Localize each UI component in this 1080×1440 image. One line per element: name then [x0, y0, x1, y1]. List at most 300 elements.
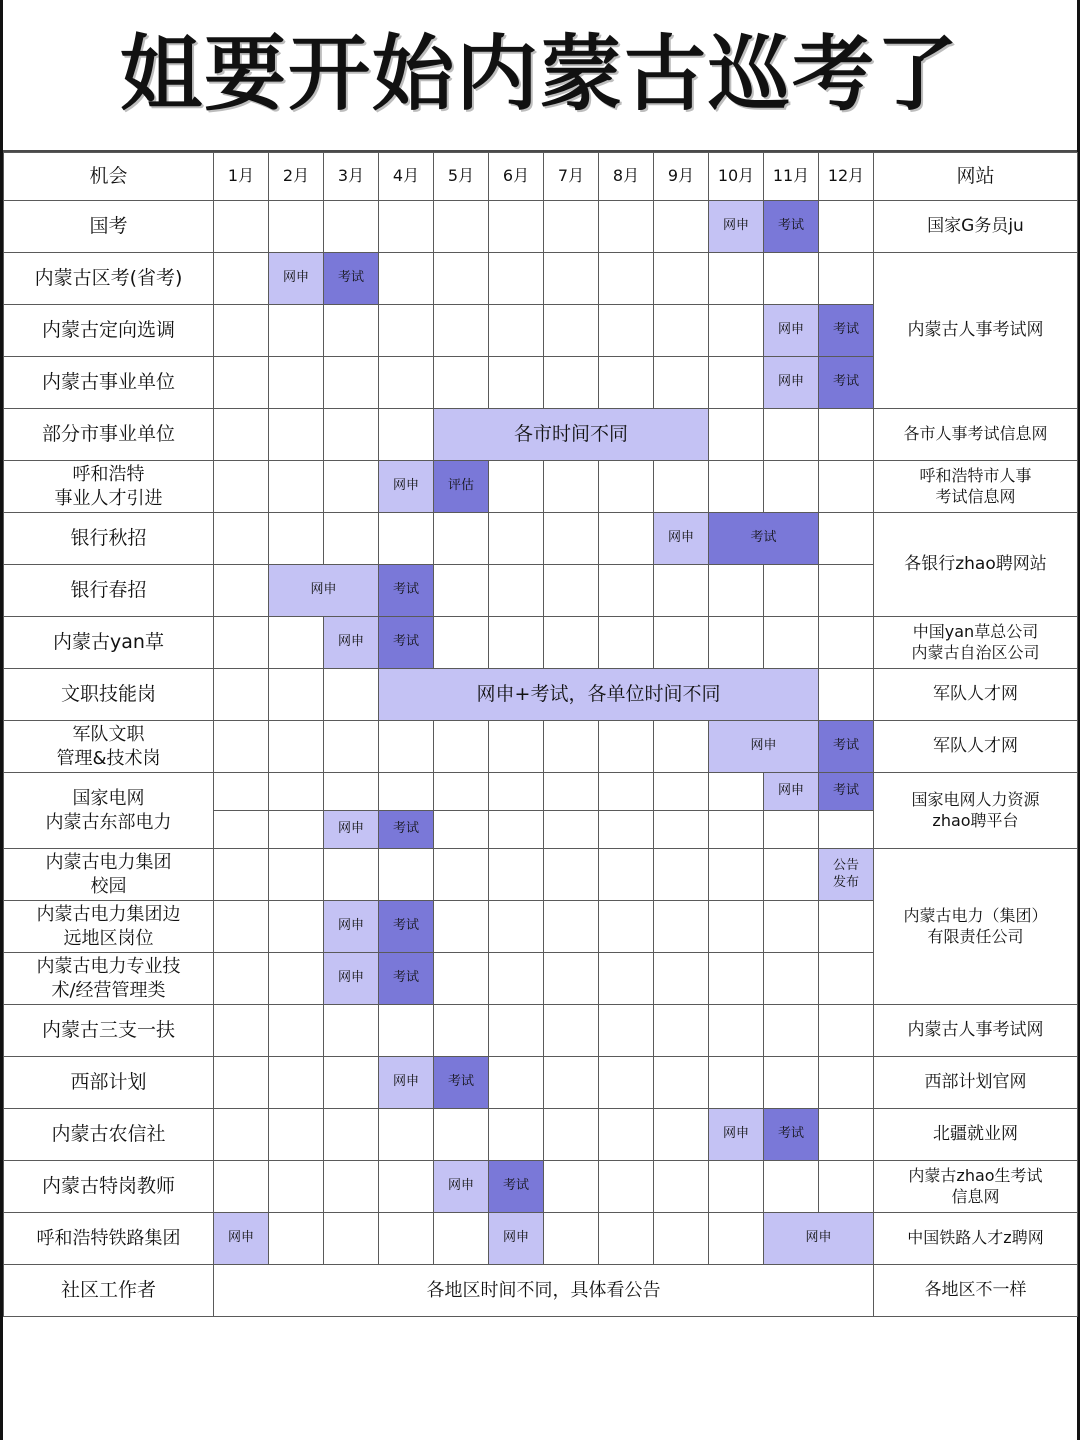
- cell-sanzhi-m3: [324, 1005, 379, 1057]
- cell-railway-m6-apply: 网申: [489, 1213, 544, 1265]
- cell-power-tech-m4-exam: 考试: [379, 953, 434, 1005]
- cell-shiye-m4: [379, 357, 434, 409]
- table-row-west-plan: [4, 1057, 1078, 1109]
- cell-sgcc-lo-m3-apply: 网申: [324, 811, 379, 849]
- row-label-power-tech: [4, 953, 214, 1005]
- cell-junwen-m8: [599, 721, 654, 773]
- cell-qukao-m4: [379, 253, 434, 305]
- cell-community-note: 各地区时间不同，具体看公告: [214, 1265, 874, 1317]
- cell-power-tech-m9: [654, 953, 709, 1005]
- cell-hhht-talent-m8: [599, 461, 654, 513]
- cell-shiye-m10: [709, 357, 764, 409]
- cell-qukao-m1: [214, 253, 269, 305]
- cell-bank-autumn-m3: [324, 513, 379, 565]
- cell-junwen-m3: [324, 721, 379, 773]
- site-community: 各地区不一样: [874, 1265, 1078, 1317]
- cell-guokao-m1: [214, 201, 269, 253]
- cell-junwen-m1: [214, 721, 269, 773]
- cell-tobacco-m4-exam: 考试: [379, 617, 434, 669]
- header-month-1: 1月: [214, 153, 269, 201]
- cell-city-shiye-m12: [819, 409, 874, 461]
- cell-hhht-talent-m4-apply: 网申: [379, 461, 434, 513]
- cell-sgcc-up-m4: [379, 773, 434, 811]
- site-railway: 中国铁路人才z聘网: [874, 1213, 1078, 1265]
- cell-shiye-m11-apply: 网申: [764, 357, 819, 409]
- site-west-plan: 西部计划官网: [874, 1057, 1078, 1109]
- row-label-power-tech-line1: 内蒙古电力专业技: [36, 956, 181, 978]
- row-label-west-plan: 西部计划: [4, 1057, 214, 1109]
- cell-bank-autumn-m4: [379, 513, 434, 565]
- cell-power-remote-m12: [819, 901, 874, 953]
- cell-power-campus-m11: [764, 849, 819, 901]
- cell-sanzhi-m8: [599, 1005, 654, 1057]
- table-row-community: [4, 1265, 1078, 1317]
- cell-qukao-m2-apply: 网申: [269, 253, 324, 305]
- cell-tobacco-m8: [599, 617, 654, 669]
- row-label-community: 社区工作者: [4, 1265, 214, 1317]
- cell-nongxin-m8: [599, 1109, 654, 1161]
- row-label-tobacco: 内蒙古yan草: [4, 617, 214, 669]
- cell-shiye-m2: [269, 357, 324, 409]
- cell-tobacco-m5: [434, 617, 489, 669]
- cell-wenzhi-note: 网申+考试，各单位时间不同: [379, 669, 819, 721]
- site-army: 军队人才网: [874, 669, 1078, 721]
- cell-power-remote-m3-apply: 网申: [324, 901, 379, 953]
- cell-junwen-m5: [434, 721, 489, 773]
- cell-railway-m4: [379, 1213, 434, 1265]
- cell-west-plan-m2: [269, 1057, 324, 1109]
- cell-sgcc-lo-m4-exam: 考试: [379, 811, 434, 849]
- cell-wenzhi-m1: [214, 669, 269, 721]
- table-row-city-shiye: [4, 409, 1078, 461]
- cell-sgcc-up-m2: [269, 773, 324, 811]
- cell-guokao-m2: [269, 201, 324, 253]
- row-label-sgcc-line2: 内蒙古东部电力: [45, 811, 172, 833]
- header-month-9: 9月: [654, 153, 709, 201]
- cell-power-remote-m11: [764, 901, 819, 953]
- cell-tobacco-m7: [544, 617, 599, 669]
- cell-power-remote-m7: [544, 901, 599, 953]
- cell-nongxin-m4: [379, 1109, 434, 1161]
- cell-bank-spring-m8: [599, 565, 654, 617]
- cell-junwen-m2: [269, 721, 324, 773]
- table-row-tobacco: [4, 617, 1078, 669]
- table-row-power-campus: [4, 849, 1078, 901]
- cell-sgcc-lo-m11: [764, 811, 819, 849]
- cell-power-tech-m3-apply: 网申: [324, 953, 379, 1005]
- cell-nongxin-m9: [654, 1109, 709, 1161]
- site-army-2: 军队人才网: [874, 721, 1078, 773]
- cell-west-plan-m10: [709, 1057, 764, 1109]
- cell-west-plan-m4-apply: 网申: [379, 1057, 434, 1109]
- row-label-hhht-talent: [4, 461, 214, 513]
- cell-nongxin-m5: [434, 1109, 489, 1161]
- header-month-5: 5月: [434, 153, 489, 201]
- cell-tobacco-m12: [819, 617, 874, 669]
- cell-city-shiye-m10: [709, 409, 764, 461]
- cell-junwen-m9: [654, 721, 709, 773]
- cell-west-plan-m3: [324, 1057, 379, 1109]
- cell-city-shiye-m4: [379, 409, 434, 461]
- cell-power-remote-m10: [709, 901, 764, 953]
- row-label-dingxiang: 内蒙古定向选调: [4, 305, 214, 357]
- cell-nongxin-m12: [819, 1109, 874, 1161]
- header-opportunity: 机会: [4, 153, 214, 201]
- cell-guokao-m4: [379, 201, 434, 253]
- cell-power-tech-m6: [489, 953, 544, 1005]
- cell-hhht-talent-m7: [544, 461, 599, 513]
- exam-schedule-table: [3, 152, 1078, 1317]
- cell-shiye-m8: [599, 357, 654, 409]
- cell-tegang-m1: [214, 1161, 269, 1213]
- cell-sanzhi-m9: [654, 1005, 709, 1057]
- cell-power-tech-m1: [214, 953, 269, 1005]
- cell-tobacco-m9: [654, 617, 709, 669]
- cell-sanzhi-m1: [214, 1005, 269, 1057]
- cell-bank-autumn-m7: [544, 513, 599, 565]
- site-guokao: 国家G务员ju: [874, 201, 1078, 253]
- cell-power-tech-m7: [544, 953, 599, 1005]
- cell-bank-autumn-m2: [269, 513, 324, 565]
- cell-city-shiye-m11: [764, 409, 819, 461]
- cell-power-remote-m6: [489, 901, 544, 953]
- cell-dingxiang-m6: [489, 305, 544, 357]
- row-label-hhht-talent-line1: 呼和浩特: [72, 464, 145, 486]
- cell-sanzhi-m12: [819, 1005, 874, 1057]
- row-label-railway: 呼和浩特铁路集团: [4, 1213, 214, 1265]
- row-label-shiye: 内蒙古事业单位: [4, 357, 214, 409]
- header-month-10: 10月: [709, 153, 764, 201]
- cell-hhht-talent-m3: [324, 461, 379, 513]
- cell-shiye-m1: [214, 357, 269, 409]
- site-bank: 各银行zhao聘网站: [874, 513, 1078, 617]
- cell-qukao-m6: [489, 253, 544, 305]
- cell-sgcc-up-m5: [434, 773, 489, 811]
- cell-bank-autumn-m10-11-exam: 考试: [709, 513, 819, 565]
- row-label-power-campus-line2: 校园: [90, 875, 127, 897]
- cell-bank-spring-m5: [434, 565, 489, 617]
- header-month-8: 8月: [599, 153, 654, 201]
- cell-power-tech-m2: [269, 953, 324, 1005]
- cell-power-remote-m8: [599, 901, 654, 953]
- cell-hhht-talent-m10: [709, 461, 764, 513]
- row-label-junwen: [4, 721, 214, 773]
- site-nmg-zs-line2: 信息网: [951, 1186, 1000, 1206]
- cell-tegang-m8: [599, 1161, 654, 1213]
- cell-bank-spring-m6: [489, 565, 544, 617]
- row-label-power-remote: [4, 901, 214, 953]
- cell-dingxiang-m7: [544, 305, 599, 357]
- cell-dingxiang-m11-apply: 网申: [764, 305, 819, 357]
- cell-guokao-m5: [434, 201, 489, 253]
- site-city-rsks: 各市人事考试信息网: [874, 409, 1078, 461]
- cell-dingxiang-m4: [379, 305, 434, 357]
- announce-line2: 发布: [832, 874, 859, 890]
- cell-sgcc-up-m10: [709, 773, 764, 811]
- cell-bank-autumn-m8: [599, 513, 654, 565]
- cell-guokao-m12: [819, 201, 874, 253]
- cell-sanzhi-m4: [379, 1005, 434, 1057]
- cell-sgcc-up-m9: [654, 773, 709, 811]
- table-row-sgcc-upper: [4, 773, 1078, 811]
- cell-west-plan-m9: [654, 1057, 709, 1109]
- row-label-sgcc-line1: 国家电网: [72, 788, 145, 810]
- row-label-power-tech-line2: 术/经营管理类: [51, 979, 166, 1001]
- cell-power-remote-m1: [214, 901, 269, 953]
- row-label-hhht-talent-line2: 事业人才引进: [54, 487, 163, 509]
- site-nmg-power-line2: 有限责任公司: [927, 926, 1024, 946]
- row-label-qukao: 内蒙古区考(省考): [4, 253, 214, 305]
- cell-sgcc-up-m8: [599, 773, 654, 811]
- cell-shiye-m5: [434, 357, 489, 409]
- site-nmg-zs-line1: 内蒙古zhao生考试: [908, 1166, 1043, 1186]
- cell-nongxin-m1: [214, 1109, 269, 1161]
- cell-wenzhi-m12: [819, 669, 874, 721]
- cell-tobacco-m6: [489, 617, 544, 669]
- cell-sgcc-up-m3: [324, 773, 379, 811]
- site-nmg-zs: [874, 1161, 1078, 1213]
- cell-sgcc-up-m7: [544, 773, 599, 811]
- cell-qukao-m5: [434, 253, 489, 305]
- cell-power-tech-m11: [764, 953, 819, 1005]
- header-month-3: 3月: [324, 153, 379, 201]
- cell-bank-spring-m4-exam: 考试: [379, 565, 434, 617]
- cell-hhht-talent-m2: [269, 461, 324, 513]
- table-row-qukao: [4, 253, 1078, 305]
- cell-shiye-m9: [654, 357, 709, 409]
- header-month-11: 11月: [764, 153, 819, 201]
- cell-qukao-m7: [544, 253, 599, 305]
- cell-railway-m7: [544, 1213, 599, 1265]
- cell-railway-m11-12-apply: 网申: [764, 1213, 874, 1265]
- cell-bank-autumn-m6: [489, 513, 544, 565]
- cell-sgcc-up-m1: [214, 773, 269, 811]
- cell-hhht-talent-m5-evaluate: 评估: [434, 461, 489, 513]
- cell-sgcc-lo-m5: [434, 811, 489, 849]
- cell-sgcc-lo-m2: [269, 811, 324, 849]
- cell-tegang-m11: [764, 1161, 819, 1213]
- cell-dingxiang-m2: [269, 305, 324, 357]
- cell-bank-autumn-m5: [434, 513, 489, 565]
- announce-line1: 公告: [832, 857, 859, 873]
- cell-shiye-m6: [489, 357, 544, 409]
- site-tobacco-line1: 中国yan草总公司: [912, 622, 1039, 642]
- cell-wenzhi-m2: [269, 669, 324, 721]
- cell-power-tech-m12: [819, 953, 874, 1005]
- cell-junwen-m7: [544, 721, 599, 773]
- row-label-nongxin: 内蒙古农信社: [4, 1109, 214, 1161]
- row-label-tegang: 内蒙古特岗教师: [4, 1161, 214, 1213]
- cell-junwen-m12-exam: 考试: [819, 721, 874, 773]
- cell-bank-spring-m9: [654, 565, 709, 617]
- cell-sanzhi-m7: [544, 1005, 599, 1057]
- cell-power-tech-m5: [434, 953, 489, 1005]
- cell-tegang-m7: [544, 1161, 599, 1213]
- row-label-sanzhi: 内蒙古三支一扶: [4, 1005, 214, 1057]
- cell-sgcc-lo-m9: [654, 811, 709, 849]
- row-label-guokao: 国考: [4, 201, 214, 253]
- cell-power-remote-m2: [269, 901, 324, 953]
- cell-junwen-m6: [489, 721, 544, 773]
- header-website: 网站: [874, 153, 1078, 201]
- cell-sgcc-lo-m1: [214, 811, 269, 849]
- cell-west-plan-m12: [819, 1057, 874, 1109]
- poster-title-band: [3, 0, 1077, 152]
- page-title: 姐要开始内蒙古巡考了: [119, 27, 960, 122]
- cell-tegang-m9: [654, 1161, 709, 1213]
- cell-guokao-m7: [544, 201, 599, 253]
- cell-west-plan-m11: [764, 1057, 819, 1109]
- cell-dingxiang-m8: [599, 305, 654, 357]
- cell-bank-autumn-m9-apply: 网申: [654, 513, 709, 565]
- cell-tobacco-m11: [764, 617, 819, 669]
- cell-power-campus-m12-announce: [819, 849, 874, 901]
- cell-railway-m5: [434, 1213, 489, 1265]
- cell-sanzhi-m11: [764, 1005, 819, 1057]
- cell-bank-autumn-m1: [214, 513, 269, 565]
- cell-dingxiang-m12-exam: 考试: [819, 305, 874, 357]
- site-sgcc: [874, 773, 1078, 849]
- cell-guokao-m11-exam: 考试: [764, 201, 819, 253]
- cell-tegang-m2: [269, 1161, 324, 1213]
- site-nmg-rsks-2: 内蒙古人事考试网: [874, 1005, 1078, 1057]
- site-sgcc-line1: 国家电网人力资源: [911, 790, 1040, 810]
- site-tobacco-line2: 内蒙古自治区公司: [911, 642, 1040, 662]
- header-month-6: 6月: [489, 153, 544, 201]
- site-tobacco: [874, 617, 1078, 669]
- cell-city-shiye-m1: [214, 409, 269, 461]
- table-row-tegang: [4, 1161, 1078, 1213]
- table-row-wenzhi-jineng: [4, 669, 1078, 721]
- cell-power-campus-m3: [324, 849, 379, 901]
- site-hhht-rsks: [874, 461, 1078, 513]
- cell-sgcc-up-m6: [489, 773, 544, 811]
- cell-junwen-m10-11-apply: 网申: [709, 721, 819, 773]
- row-label-power-remote-line2: 远地区岗位: [63, 927, 154, 949]
- cell-sgcc-lo-m7: [544, 811, 599, 849]
- cell-railway-m10: [709, 1213, 764, 1265]
- cell-west-plan-m5-exam: 考试: [434, 1057, 489, 1109]
- cell-nongxin-m6: [489, 1109, 544, 1161]
- cell-railway-m1-apply: 网申: [214, 1213, 269, 1265]
- cell-qukao-m8: [599, 253, 654, 305]
- cell-west-plan-m6: [489, 1057, 544, 1109]
- cell-railway-m2: [269, 1213, 324, 1265]
- table-row-nongxin: [4, 1109, 1078, 1161]
- cell-tegang-m12: [819, 1161, 874, 1213]
- site-hhht-rsks-line2: 考试信息网: [935, 486, 1016, 506]
- row-label-power-campus-line1: 内蒙古电力集团: [45, 852, 172, 874]
- cell-qukao-m11: [764, 253, 819, 305]
- cell-bank-spring-m7: [544, 565, 599, 617]
- cell-west-plan-m1: [214, 1057, 269, 1109]
- cell-west-plan-m7: [544, 1057, 599, 1109]
- cell-tegang-m10: [709, 1161, 764, 1213]
- cell-sanzhi-m10: [709, 1005, 764, 1057]
- cell-sanzhi-m2: [269, 1005, 324, 1057]
- site-sgcc-line2: zhao聘平台: [932, 810, 1019, 830]
- site-nmg-power: [874, 849, 1078, 1005]
- site-hhht-rsks-line1: 呼和浩特市人事: [919, 466, 1032, 486]
- row-label-bank-spring: 银行春招: [4, 565, 214, 617]
- site-nmg-rsks: 内蒙古人事考试网: [874, 253, 1078, 409]
- cell-tegang-m3: [324, 1161, 379, 1213]
- cell-qukao-m3-exam: 考试: [324, 253, 379, 305]
- row-label-wenzhi-jineng: 文职技能岗: [4, 669, 214, 721]
- row-label-power-remote-line1: 内蒙古电力集团边: [36, 904, 181, 926]
- cell-railway-m8: [599, 1213, 654, 1265]
- cell-guokao-m3: [324, 201, 379, 253]
- cell-nongxin-m3: [324, 1109, 379, 1161]
- row-label-bank-autumn: 银行秋招: [4, 513, 214, 565]
- cell-city-shiye-note: 各市时间不同: [434, 409, 709, 461]
- cell-west-plan-m8: [599, 1057, 654, 1109]
- cell-tegang-m6-exam: 考试: [489, 1161, 544, 1213]
- cell-nongxin-m10-apply: 网申: [709, 1109, 764, 1161]
- cell-power-campus-m1: [214, 849, 269, 901]
- table-row-junwen: [4, 721, 1078, 773]
- cell-power-remote-m5: [434, 901, 489, 953]
- cell-tegang-m4: [379, 1161, 434, 1213]
- row-label-sgcc: [4, 773, 214, 849]
- cell-qukao-m10: [709, 253, 764, 305]
- cell-tobacco-m1: [214, 617, 269, 669]
- cell-nongxin-m7: [544, 1109, 599, 1161]
- cell-sgcc-lo-m12: [819, 811, 874, 849]
- cell-sanzhi-m5: [434, 1005, 489, 1057]
- cell-tobacco-m2: [269, 617, 324, 669]
- cell-nongxin-m11-exam: 考试: [764, 1109, 819, 1161]
- cell-power-campus-m2: [269, 849, 324, 901]
- row-label-power-campus: [4, 849, 214, 901]
- cell-qukao-m9: [654, 253, 709, 305]
- cell-guokao-m10-apply: 网申: [709, 201, 764, 253]
- cell-dingxiang-m3: [324, 305, 379, 357]
- cell-dingxiang-m1: [214, 305, 269, 357]
- cell-shiye-m3: [324, 357, 379, 409]
- cell-shiye-m12-exam: 考试: [819, 357, 874, 409]
- table-row-railway: [4, 1213, 1078, 1265]
- cell-tobacco-m3-apply: 网申: [324, 617, 379, 669]
- row-label-junwen-line2: 管理&技术岗: [56, 747, 161, 769]
- cell-sgcc-lo-m10: [709, 811, 764, 849]
- cell-power-remote-m9: [654, 901, 709, 953]
- cell-dingxiang-m5: [434, 305, 489, 357]
- cell-sgcc-up-m12-exam: 考试: [819, 773, 874, 811]
- row-label-city-shiye: 部分市事业单位: [4, 409, 214, 461]
- cell-bank-autumn-m12: [819, 513, 874, 565]
- cell-guokao-m8: [599, 201, 654, 253]
- cell-sgcc-lo-m6: [489, 811, 544, 849]
- cell-bank-spring-m12: [819, 565, 874, 617]
- cell-hhht-talent-m12: [819, 461, 874, 513]
- table-header-row: [4, 153, 1078, 201]
- cell-sanzhi-m6: [489, 1005, 544, 1057]
- site-beijiang: 北疆就业网: [874, 1109, 1078, 1161]
- cell-power-campus-m10: [709, 849, 764, 901]
- cell-qukao-m12: [819, 253, 874, 305]
- cell-power-tech-m10: [709, 953, 764, 1005]
- cell-tobacco-m10: [709, 617, 764, 669]
- cell-nongxin-m2: [269, 1109, 324, 1161]
- cell-dingxiang-m10: [709, 305, 764, 357]
- table-row-guokao: [4, 201, 1078, 253]
- cell-hhht-talent-m9: [654, 461, 709, 513]
- header-month-2: 2月: [269, 153, 324, 201]
- cell-dingxiang-m9: [654, 305, 709, 357]
- cell-railway-m9: [654, 1213, 709, 1265]
- cell-power-campus-m9: [654, 849, 709, 901]
